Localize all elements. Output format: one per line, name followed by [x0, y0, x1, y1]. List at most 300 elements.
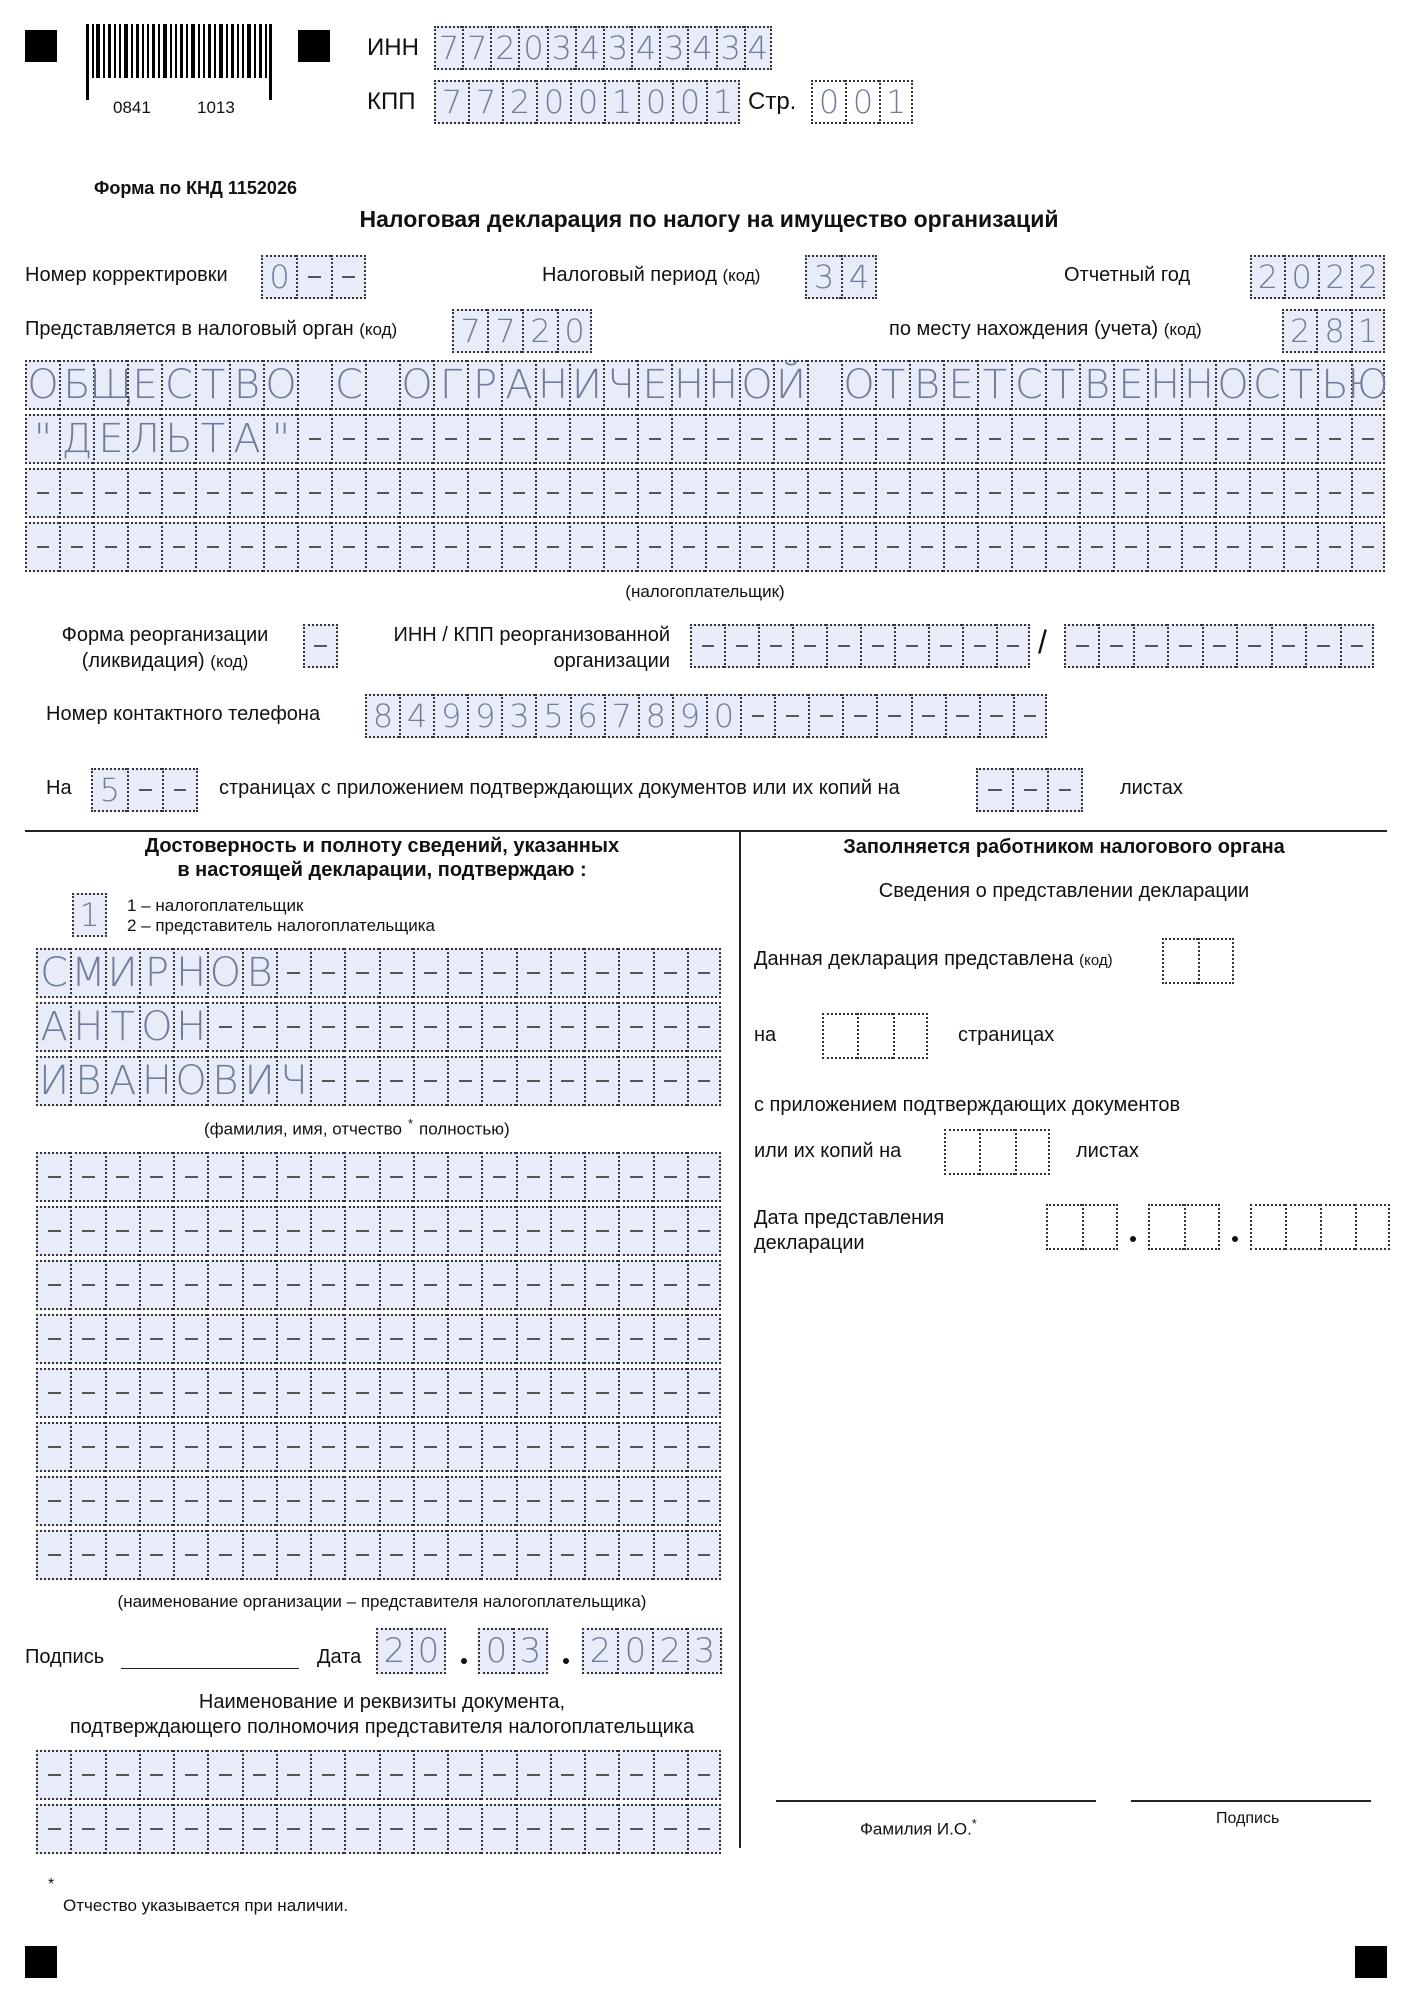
- taxpayer-name-line-3[interactable]: [25, 468, 1385, 518]
- char-cell: 2: [652, 1628, 687, 1674]
- char-cell: Н: [671, 360, 705, 410]
- char-cell: [344, 1530, 378, 1580]
- char-cell: [242, 1530, 276, 1580]
- char-cell: [690, 624, 724, 668]
- date-year-cells[interactable]: [582, 1628, 722, 1674]
- char-cell: [413, 1422, 447, 1472]
- char-cell: [1181, 522, 1215, 572]
- char-cell: [1351, 522, 1385, 572]
- char-cell: 2: [1318, 255, 1352, 299]
- barcode-right-number: 1013: [197, 98, 235, 117]
- char-cell: [447, 1152, 481, 1202]
- char-cell: С: [1011, 360, 1045, 410]
- char-cell: [447, 1750, 481, 1800]
- char-cell: [550, 1750, 584, 1800]
- char-cell: А: [105, 1056, 139, 1106]
- char-cell: [584, 1056, 618, 1106]
- char-cell: [1355, 1204, 1390, 1250]
- char-cell: [909, 414, 943, 464]
- signer-type-cells[interactable]: [72, 893, 107, 937]
- location-code-hint: (код): [1163, 320, 1202, 339]
- rep-org-caption: (наименование организации – представителя налогоплательщика): [117, 1592, 647, 1611]
- char-cell: 1: [72, 893, 107, 937]
- char-cell: [413, 1206, 447, 1256]
- rep-org-line-6[interactable]: [36, 1422, 721, 1472]
- auth-pages-cells[interactable]: [822, 1013, 928, 1059]
- char-cell: Н: [139, 1056, 173, 1106]
- char-cell: [516, 1002, 550, 1052]
- reorg-innkpp-label-2: организации: [553, 650, 670, 672]
- char-cell: [977, 414, 1011, 464]
- char-cell: 3: [513, 1628, 548, 1674]
- char-cell: [1283, 522, 1317, 572]
- char-cell: [618, 1804, 652, 1854]
- char-cell: Ю: [1347, 362, 1389, 408]
- char-cell: [569, 468, 603, 518]
- char-cell: 3: [687, 1628, 722, 1674]
- char-cell: [139, 1476, 173, 1526]
- char-cell: [618, 1002, 652, 1052]
- char-cell: [481, 1002, 515, 1052]
- char-cell: [1236, 624, 1270, 668]
- char-cell: [618, 1422, 652, 1472]
- char-cell: [792, 624, 826, 668]
- char-cell: [1285, 1204, 1320, 1250]
- char-cell: [413, 1260, 447, 1310]
- char-cell: [379, 1476, 413, 1526]
- char-cell: [229, 468, 263, 518]
- char-cell: Ч: [276, 1056, 310, 1106]
- char-cell: [310, 948, 344, 998]
- char-cell: [70, 1422, 104, 1472]
- char-cell: 0: [811, 80, 845, 124]
- year-cells[interactable]: [1250, 255, 1385, 299]
- char-cell: [808, 694, 842, 738]
- confirm-heading-1: Достоверность и полноту сведений, указанных: [144, 835, 620, 857]
- char-cell: [535, 468, 569, 518]
- char-cell: [687, 1422, 721, 1472]
- char-cell: [105, 1152, 139, 1202]
- char-cell: [618, 1206, 652, 1256]
- char-cell: [127, 522, 161, 572]
- fio-caption-end: полностью): [419, 1119, 510, 1139]
- name-cells[interactable]: [36, 1002, 721, 1052]
- auth-date-label: [754, 1206, 944, 1256]
- kpp-label: КПП: [367, 88, 416, 115]
- char-cell: С: [161, 360, 195, 410]
- char-cell: [173, 1530, 207, 1580]
- char-cell: И: [569, 360, 603, 410]
- char-cell: 5: [535, 694, 569, 738]
- char-cell: [310, 1530, 344, 1580]
- char-cell: [139, 1422, 173, 1472]
- char-cell: [413, 1530, 447, 1580]
- char-cell: [1215, 522, 1249, 572]
- page-cells[interactable]: [811, 80, 913, 124]
- char-cell: [195, 468, 229, 518]
- char-cell: 3: [547, 26, 575, 70]
- char-cell: [687, 1750, 721, 1800]
- reorg-form-cells[interactable]: [303, 624, 338, 668]
- char-cell: [875, 414, 909, 464]
- char-cell: [399, 468, 433, 518]
- char-cell: [276, 1530, 310, 1580]
- char-cell: 1: [879, 80, 913, 124]
- char-cell: [1047, 768, 1083, 812]
- char-cell: ": [25, 414, 59, 464]
- rep-org-line-1[interactable]: [36, 1152, 721, 1202]
- date-day-cells[interactable]: [376, 1628, 446, 1674]
- char-cell: [976, 768, 1012, 812]
- char-cell: [516, 1152, 550, 1202]
- char-cell: О: [207, 948, 241, 998]
- char-cell: [603, 468, 637, 518]
- char-cell: [139, 1152, 173, 1202]
- char-cell: Е: [943, 360, 977, 410]
- char-cell: [1215, 468, 1249, 518]
- char-cell: [173, 1314, 207, 1364]
- char-cell: 8: [1316, 309, 1350, 353]
- char-cell: [1249, 522, 1283, 572]
- char-cell: [242, 1750, 276, 1800]
- char-cell: 2: [1282, 309, 1316, 353]
- char-cell: [467, 468, 501, 518]
- char-cell: [70, 1476, 104, 1526]
- char-cell: 0: [411, 1628, 446, 1674]
- char-cell: [379, 1206, 413, 1256]
- char-cell: 0: [518, 26, 546, 70]
- char-cell: [1079, 414, 1113, 464]
- char-cell: [447, 1368, 481, 1418]
- char-cell: [36, 1530, 70, 1580]
- char-cell: [1271, 624, 1305, 668]
- auth-sheets-cells[interactable]: [944, 1129, 1050, 1175]
- char-cell: [996, 624, 1030, 668]
- char-cell: [1011, 468, 1045, 518]
- char-cell: 6: [570, 694, 604, 738]
- char-cell: [331, 468, 365, 518]
- char-cell: [481, 1804, 515, 1854]
- char-cell: [365, 360, 399, 410]
- date-month-cells[interactable]: [478, 1628, 548, 1674]
- reorg-inn-cells[interactable]: [690, 624, 1030, 668]
- char-cell: Т: [1283, 360, 1317, 410]
- char-cell: [1045, 414, 1079, 464]
- auth-sheets-label: листах: [1076, 1140, 1139, 1162]
- char-cell: Н: [173, 948, 207, 998]
- char-cell: [550, 1476, 584, 1526]
- char-cell: [93, 522, 127, 572]
- char-cell: [841, 522, 875, 572]
- char-cell: [344, 1260, 378, 1310]
- char-cell: [516, 1804, 550, 1854]
- char-cell: [447, 1476, 481, 1526]
- char-cell: [481, 1422, 515, 1472]
- char-cell: [379, 1002, 413, 1052]
- char-cell: С: [1249, 360, 1283, 410]
- submitted-code-cells[interactable]: [1162, 938, 1234, 984]
- char-cell: [758, 624, 792, 668]
- char-cell: [1098, 624, 1132, 668]
- char-cell: И: [36, 1056, 70, 1106]
- char-cell: Т: [1045, 360, 1079, 410]
- barcode-bars: [86, 24, 272, 100]
- char-cell: 0: [1284, 255, 1318, 299]
- char-cell: О: [841, 360, 875, 410]
- char-cell: [1184, 1204, 1220, 1250]
- taxpayer-name-line-4[interactable]: [25, 522, 1385, 572]
- char-cell: [413, 1368, 447, 1418]
- patronymic-cells[interactable]: [36, 1056, 721, 1106]
- char-cell: [653, 1422, 687, 1472]
- correction-label: Номер корректировки: [25, 264, 228, 286]
- auth-copies-label: или их копий на: [754, 1140, 902, 1162]
- char-cell: [550, 1206, 584, 1256]
- char-cell: 5: [91, 768, 127, 812]
- char-cell: [979, 1129, 1014, 1175]
- auth-sign-line[interactable]: [1131, 1800, 1371, 1802]
- page-label: Стр.: [748, 88, 797, 115]
- char-cell: [1215, 414, 1249, 464]
- doc-line-1[interactable]: [36, 1750, 721, 1800]
- reorg-kpp-cells[interactable]: [1064, 624, 1374, 668]
- char-cell: [207, 1804, 241, 1854]
- char-cell: [207, 1750, 241, 1800]
- char-cell: [207, 1314, 241, 1364]
- char-cell: [687, 948, 721, 998]
- auth-date-separator-2: [1232, 1236, 1238, 1242]
- confirm-heading: [25, 834, 739, 882]
- char-cell: 7: [468, 80, 502, 124]
- char-cell: [618, 1368, 652, 1418]
- char-cell: [413, 1314, 447, 1364]
- char-cell: [516, 1314, 550, 1364]
- auth-fio-line[interactable]: [776, 1800, 1096, 1802]
- char-cell: [447, 1056, 481, 1106]
- char-cell: [296, 255, 331, 299]
- char-cell: [584, 1804, 618, 1854]
- char-cell: [550, 1152, 584, 1202]
- submitted-label: [754, 948, 1113, 971]
- auth-sign-label: Подпись: [1216, 1810, 1280, 1827]
- auth-date-year-cells[interactable]: [1250, 1204, 1390, 1250]
- char-cell: [93, 468, 127, 518]
- char-cell: [36, 1476, 70, 1526]
- auth-date-label-2: декларации: [754, 1232, 865, 1254]
- char-cell: [36, 1206, 70, 1256]
- char-cell: [379, 1056, 413, 1106]
- char-cell: [481, 948, 515, 998]
- auth-date-day-cells[interactable]: [1046, 1204, 1118, 1250]
- phone-cells[interactable]: [365, 694, 1047, 738]
- char-cell: [36, 1422, 70, 1472]
- char-cell: [310, 1056, 344, 1106]
- char-cell: [105, 1260, 139, 1310]
- char-cell: [139, 1314, 173, 1364]
- char-cell: [687, 1530, 721, 1580]
- char-cell: [413, 948, 447, 998]
- char-cell: [550, 1422, 584, 1472]
- char-cell: О: [1215, 360, 1249, 410]
- pages-middle-text: страницах с приложением подтверждающих документов или их копий на: [219, 777, 900, 799]
- char-cell: [433, 468, 467, 518]
- period-label: [542, 264, 760, 287]
- period-code-hint: (код): [722, 266, 761, 285]
- char-cell: [447, 1002, 481, 1052]
- char-cell: [379, 948, 413, 998]
- char-cell: [1045, 468, 1079, 518]
- location-label: [889, 318, 1202, 341]
- char-cell: [943, 414, 977, 464]
- char-cell: [379, 1750, 413, 1800]
- rep-org-line-5[interactable]: [36, 1368, 721, 1418]
- char-cell: [481, 1368, 515, 1418]
- char-cell: Е: [93, 414, 127, 464]
- char-cell: [687, 1152, 721, 1202]
- auth-pages-label: страницах: [958, 1024, 1055, 1046]
- pages-sheets-label: листах: [1120, 777, 1183, 799]
- rep-org-line-8[interactable]: [36, 1530, 721, 1580]
- char-cell: [105, 1750, 139, 1800]
- footnote-text: Отчество указывается при наличии.: [63, 1896, 349, 1915]
- char-cell: 0: [570, 80, 604, 124]
- char-cell: [569, 522, 603, 572]
- pages-cells[interactable]: [91, 768, 198, 812]
- auth-attach-label: с приложением подтверждающих документов: [754, 1094, 1181, 1116]
- char-cell: [1351, 414, 1385, 464]
- char-cell: 0: [536, 80, 570, 124]
- char-cell: Т: [195, 360, 229, 410]
- char-cell: О: [139, 1002, 173, 1052]
- char-cell: [740, 694, 774, 738]
- char-cell: 1: [604, 80, 638, 124]
- taxpayer-name-line-1[interactable]: [25, 360, 1389, 410]
- char-cell: 0: [638, 80, 672, 124]
- char-cell: Н: [173, 1002, 207, 1052]
- location-cells[interactable]: [1282, 309, 1385, 353]
- pages-sheets-cells[interactable]: [976, 768, 1083, 812]
- page-title: Налоговая декларация по налогу на имущество организаций: [359, 206, 1059, 232]
- char-cell: [516, 1530, 550, 1580]
- char-cell: Й: [773, 360, 807, 410]
- char-cell: В: [70, 1056, 104, 1106]
- char-cell: 9: [672, 694, 706, 738]
- char-cell: [653, 1152, 687, 1202]
- char-cell: [653, 1530, 687, 1580]
- char-cell: 3: [716, 26, 744, 70]
- char-cell: Р: [467, 360, 501, 410]
- char-cell: [105, 1476, 139, 1526]
- char-cell: 4: [399, 694, 433, 738]
- doc-line-2[interactable]: [36, 1804, 721, 1854]
- surname-cells[interactable]: [36, 948, 721, 998]
- rep-org-line-4[interactable]: [36, 1314, 721, 1364]
- auth-date-month-cells[interactable]: [1148, 1204, 1220, 1250]
- char-cell: [70, 1314, 104, 1364]
- period-cells[interactable]: [805, 255, 877, 299]
- char-cell: [481, 1476, 515, 1526]
- char-cell: [584, 1002, 618, 1052]
- char-cell: [653, 1750, 687, 1800]
- rep-org-line-3[interactable]: [36, 1260, 721, 1310]
- char-cell: [860, 624, 894, 668]
- correction-cells[interactable]: [261, 255, 366, 299]
- kpp-cells[interactable]: [434, 80, 740, 124]
- char-cell: [70, 1750, 104, 1800]
- rep-org-line-2[interactable]: [36, 1206, 721, 1256]
- char-cell: Н: [1147, 360, 1181, 410]
- char-cell: [263, 468, 297, 518]
- char-cell: [447, 948, 481, 998]
- submitted-code-hint: (код): [1079, 952, 1113, 969]
- char-cell: 4: [687, 26, 715, 70]
- char-cell: [653, 1260, 687, 1310]
- char-cell: Е: [127, 360, 161, 410]
- char-cell: [618, 1530, 652, 1580]
- char-cell: [276, 1368, 310, 1418]
- char-cell: О: [173, 1056, 207, 1106]
- taxpayer-name-line-2[interactable]: [25, 414, 1385, 464]
- char-cell: [1147, 522, 1181, 572]
- char-cell: [687, 1206, 721, 1256]
- char-cell: [1202, 624, 1236, 668]
- char-cell: [928, 624, 962, 668]
- authority-cells[interactable]: [452, 309, 592, 353]
- char-cell: [276, 1260, 310, 1310]
- char-cell: [481, 1530, 515, 1580]
- char-cell: [139, 1260, 173, 1310]
- char-cell: [276, 1206, 310, 1256]
- char-cell: [36, 1368, 70, 1418]
- inn-label: ИНН: [367, 34, 419, 61]
- char-cell: [1317, 414, 1351, 464]
- char-cell: [909, 468, 943, 518]
- taxpayer-caption: (налогоплательщик): [625, 582, 785, 601]
- sign-line[interactable]: [121, 1668, 299, 1669]
- char-cell: Т: [195, 414, 229, 464]
- char-cell: [977, 468, 1011, 518]
- inn-cells[interactable]: [434, 26, 772, 70]
- char-cell: [310, 1260, 344, 1310]
- char-cell: [310, 1804, 344, 1854]
- char-cell: [501, 468, 535, 518]
- period-label-text: Налоговый период: [542, 264, 717, 286]
- char-cell: [979, 694, 1013, 738]
- char-cell: [653, 1314, 687, 1364]
- char-cell: [173, 1422, 207, 1472]
- char-cell: 2: [582, 1628, 617, 1674]
- char-cell: 7: [462, 26, 490, 70]
- char-cell: [59, 468, 93, 518]
- char-cell: 0: [261, 255, 296, 299]
- char-cell: [1011, 414, 1045, 464]
- char-cell: Б: [59, 360, 93, 410]
- char-cell: [413, 1804, 447, 1854]
- char-cell: 7: [487, 309, 522, 353]
- char-cell: И: [242, 1056, 276, 1106]
- char-cell: Е: [637, 360, 671, 410]
- char-cell: [705, 468, 739, 518]
- date-separator-2: [563, 1658, 569, 1664]
- char-cell: В: [229, 360, 263, 410]
- reorg-form-label: [40, 622, 290, 675]
- char-cell: [705, 522, 739, 572]
- char-cell: 3: [501, 694, 535, 738]
- char-cell: [773, 414, 807, 464]
- char-cell: [242, 1260, 276, 1310]
- rep-org-line-7[interactable]: [36, 1476, 721, 1526]
- char-cell: [105, 1314, 139, 1364]
